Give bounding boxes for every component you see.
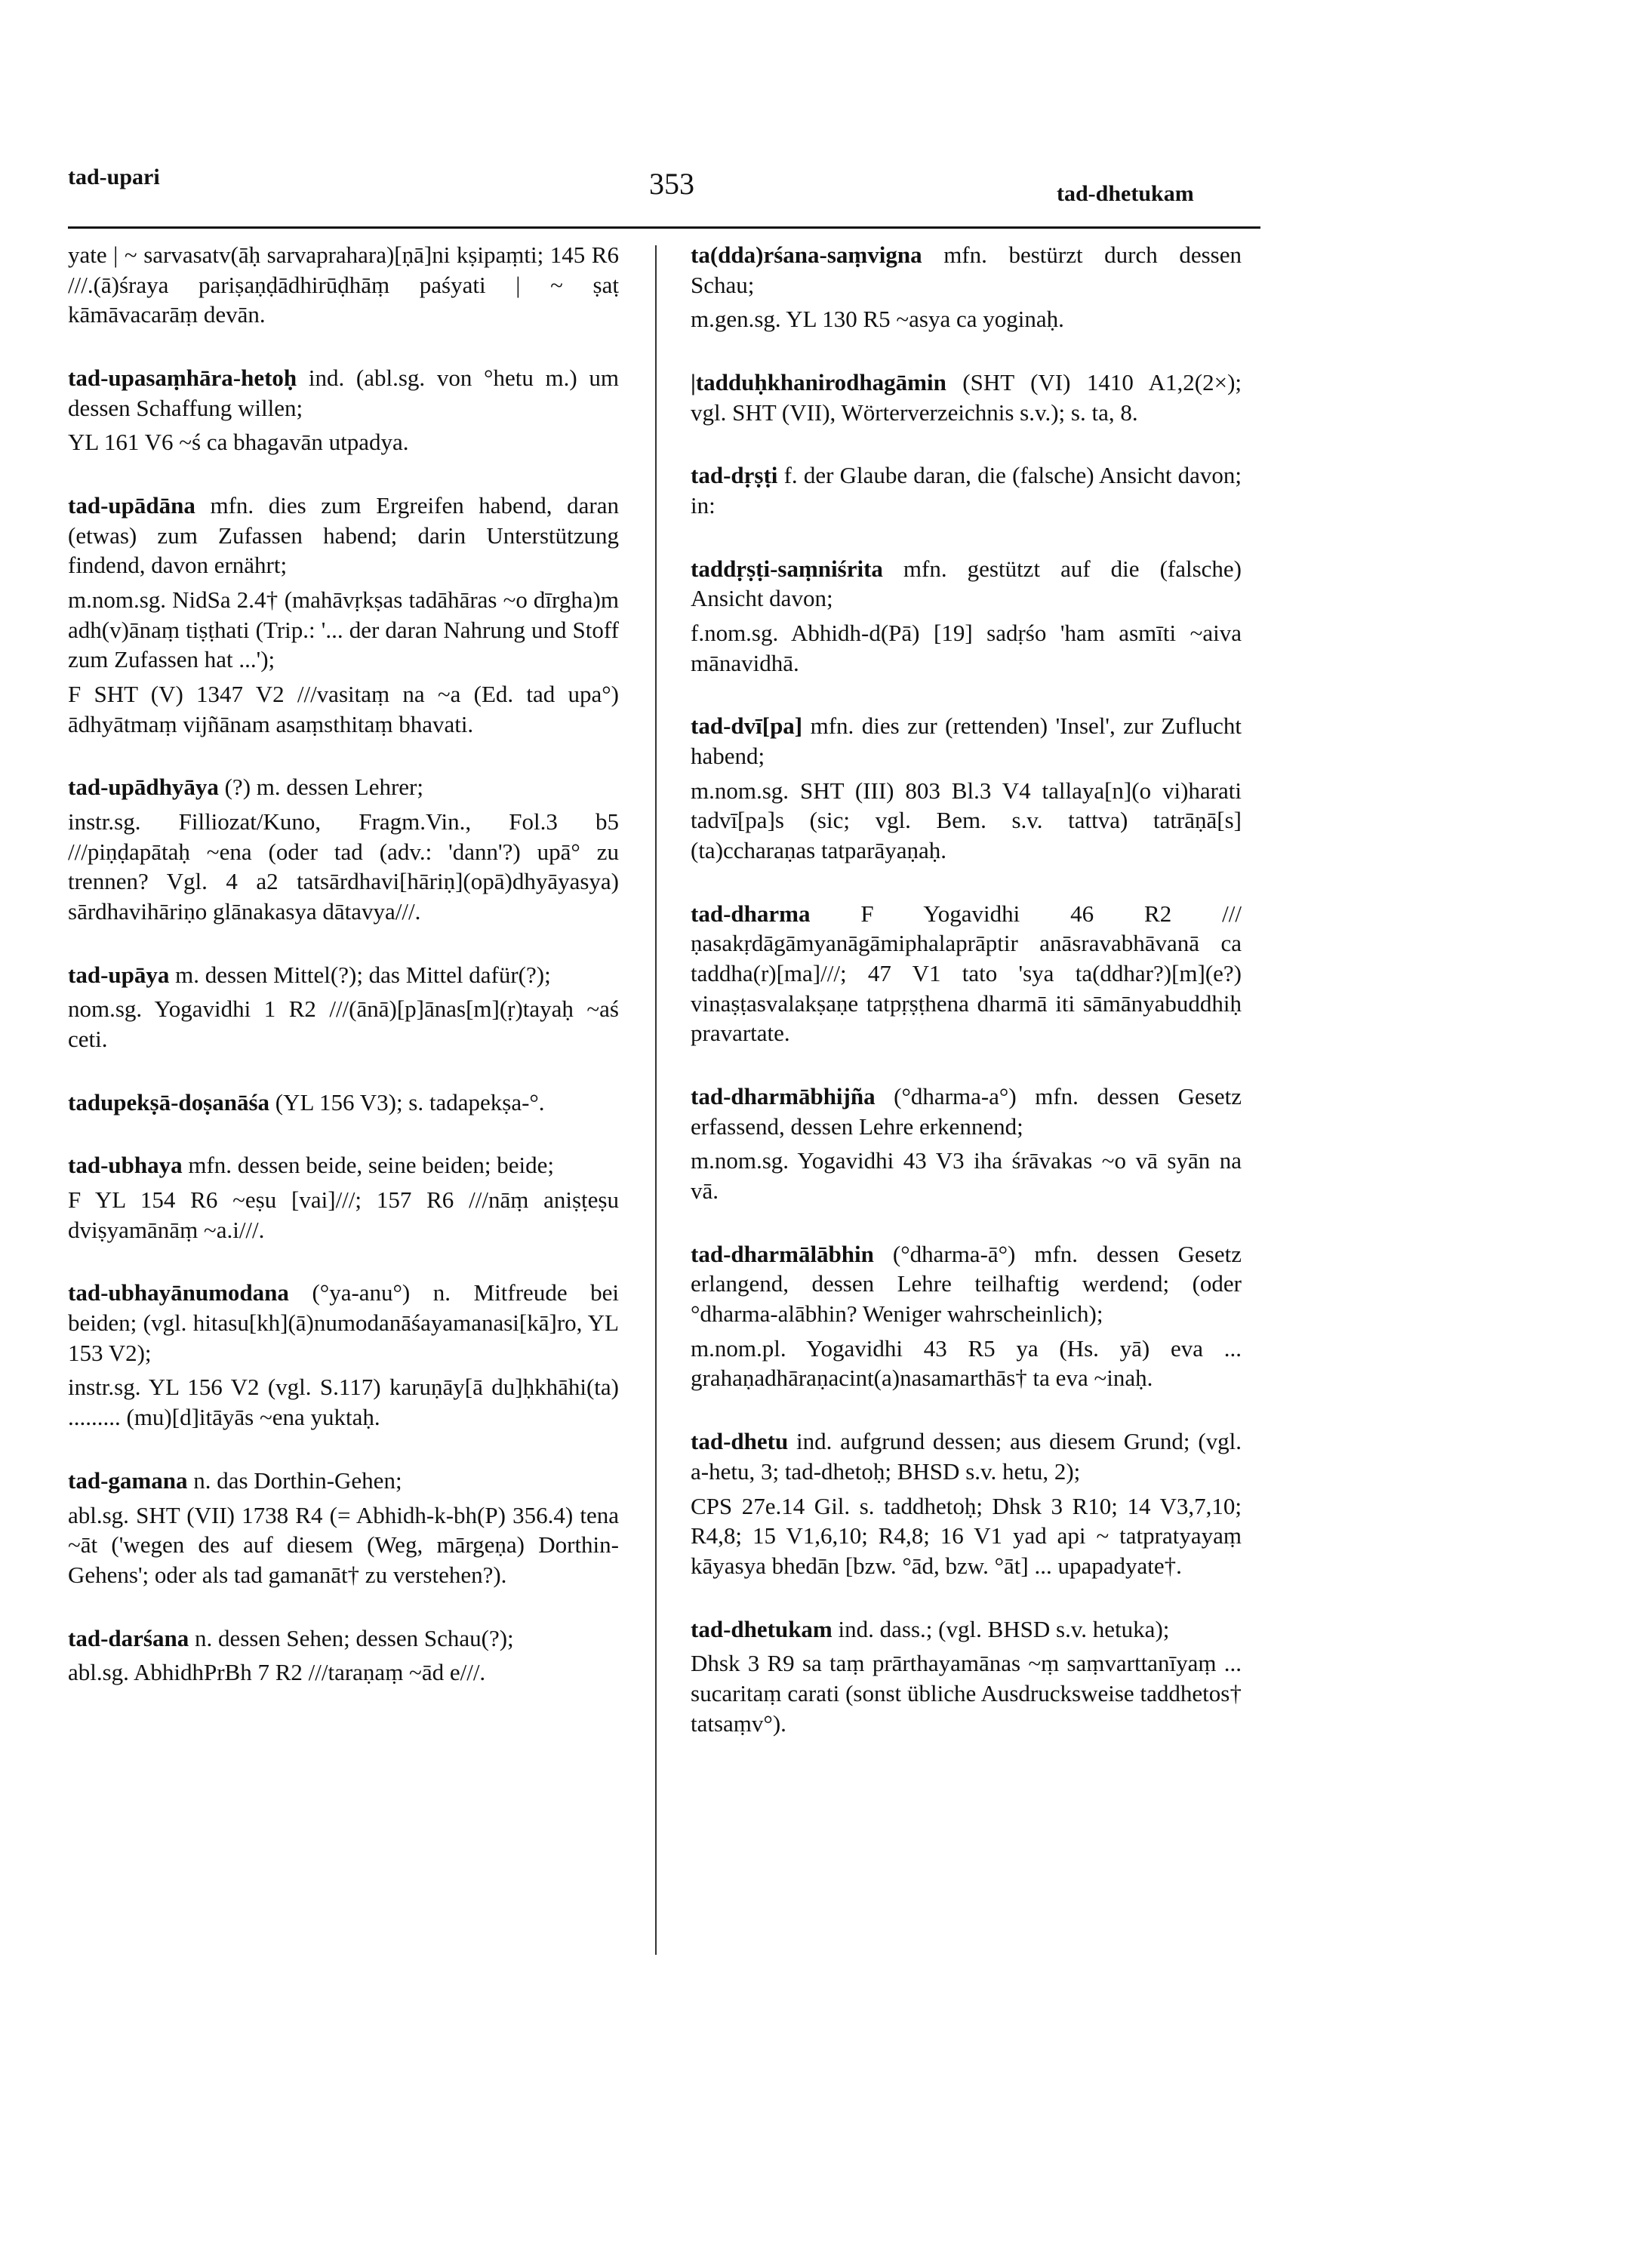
dictionary-entry [691, 240, 1242, 334]
entry-text: ind. dass.; (vgl. BHSD s.v. hetuka); [838, 1615, 1170, 1642]
entry-text: YL 161 V6 ~ś ca bhagavān utpadya. [68, 429, 409, 456]
entry-text: (?) m. dessen Lehrer; [224, 774, 423, 801]
entry-paragraph [691, 1146, 1242, 1205]
entry-text: CPS 27e.14 Gil. s. taddhetoḥ; Dhsk 3 R10; 14 V3,7,10; R4,8; 15 V1,6,10; R4,8; 16 V1 yad api ~ tatpratyayaṃ kāyasya bhedān [bzw. °ād, bzw. °āt] ... upapadyate†. [691, 1492, 1242, 1579]
entry-paragraph [691, 1426, 1242, 1486]
header-left-headword: tad-upari [68, 165, 160, 189]
entry-text: mfn. dessen beide, seine beiden; beide; [188, 1152, 555, 1179]
entry-text: yate | ~ sarvasatv(āḥ sarvaprahara)[ṇā]ni kṣipaṃti; 145 R6 ///.(ā)śraya pariṣaṇḍādhirūḍhāṃ paśyati | ~ ṣaṭ kāmāvacarāṃ devān. [68, 242, 619, 328]
entry-paragraph [691, 1491, 1242, 1581]
entry-paragraph [68, 1500, 619, 1590]
entry-paragraph [68, 994, 619, 1054]
dictionary-entry [691, 460, 1242, 520]
entry-paragraph [691, 368, 1242, 427]
entry-headword: tad-ubhayānumodana [68, 1279, 289, 1306]
entry-text: mfn. gestützt auf die (falsche) Ansicht davon; [691, 555, 1242, 612]
entry-paragraph [691, 711, 1242, 771]
dictionary-entry [691, 1426, 1242, 1580]
entry-headword: tadupekṣā-doṣanāśa [68, 1088, 270, 1116]
entry-headword: tad-gamana [68, 1466, 188, 1494]
entry-text: mfn. dies zur (rettenden) 'Insel', zur Zuflucht habend; [691, 712, 1242, 770]
entry-headword: tad-dṛṣṭi [691, 462, 778, 489]
dictionary-entry [691, 1239, 1242, 1393]
entry-paragraph [68, 1372, 619, 1432]
entry-headword: tad-dvī[pa] [691, 712, 803, 740]
left-column [68, 240, 619, 1721]
entry-text: ind. (abl.sg. von °hetu m.) um dessen Schaffung willen; [68, 365, 619, 421]
entry-paragraph [691, 304, 1242, 334]
dictionary-entry [691, 368, 1242, 427]
header-right-headword: tad-dhetukam [1057, 181, 1194, 206]
entry-headword: tad-dharmābhijña [691, 1083, 876, 1110]
entry-paragraph [68, 1150, 619, 1180]
entry-text: mfn. bestürzt durch dessen Schau; [691, 242, 1242, 298]
entry-paragraph [68, 1088, 619, 1118]
entry-paragraph [691, 1239, 1242, 1329]
dictionary-entry [68, 1150, 619, 1245]
entry-paragraph [68, 363, 619, 423]
header-rule [68, 226, 1260, 229]
dictionary-entry [691, 554, 1242, 679]
entry-text: (YL 156 V3); s. tadapekṣa-°. [275, 1088, 545, 1116]
entry-headword: tad-dhetu [691, 1428, 789, 1455]
entry-text: nom.sg. Yogavidhi 1 R2 ///(ānā)[p]ānas[m](ṛ)tayaḥ ~aś ceti. [68, 996, 619, 1053]
dictionary-entry [68, 1466, 619, 1590]
entry-paragraph [691, 776, 1242, 866]
entry-paragraph [68, 240, 619, 330]
entry-text: instr.sg. YL 156 V2 (vgl. S.117) karuṇāy[ā du]ḥkhāhi(ta) ......... (mu)[d]itāyās ~ena yuktaḥ. [68, 1374, 619, 1431]
entry-paragraph [691, 1082, 1242, 1141]
entry-paragraph [691, 240, 1242, 300]
entry-headword: tad-dharma [691, 900, 811, 927]
entry-text: F Yogavidhi 46 R2 ///ṇasakṛdāgāmyanāgāmiphalaprāptir anāsravabhāvanā ca taddha(r)[ma]///; 47 V1 tato 'sya ta(ddhar?)[m](e?) vinaṣṭasvalakṣaṇe tatpṛṣṭhena dharmā iti sāmānyabuddhiḥ pravartate. [691, 900, 1242, 1047]
entry-paragraph [68, 679, 619, 739]
dictionary-entry [68, 491, 619, 739]
entry-paragraph [68, 960, 619, 990]
dictionary-entry [691, 1082, 1242, 1206]
entry-text: (°ya-anu°) n. Mitfreude bei beiden; (vgl. hitasu[kh](ā)numodanāśayamanasi[kā]ro, YL 153 V2); [68, 1279, 620, 1366]
entry-headword: tad-upasaṃhāra-hetoḥ [68, 365, 297, 392]
entry-paragraph [691, 1334, 1242, 1393]
entry-headword: taddṛṣṭi-saṃniśrita [691, 555, 883, 582]
column-divider [655, 245, 657, 1955]
dictionary-entry [68, 363, 619, 457]
entry-text: abl.sg. AbhidhPrBh 7 R2 ///taraṇaṃ ~ād e///. [68, 1659, 486, 1686]
entry-text: m.nom.sg. NidSa 2.4† (mahāvṛkṣas tadāhāras ~o dīrgha)m adh(v)ānaṃ tiṣṭhati (Trip.: '... der daran Nahrung und Stoff zum Zufassen hat ...'); [68, 586, 619, 673]
entry-paragraph [68, 1278, 619, 1368]
entry-text: m.nom.pl. Yogavidhi 43 R5 ya (Hs. yā) eva ... grahaṇadhāraṇacint(a)nasamarthās† ta eva ~inaḥ. [691, 1334, 1242, 1392]
entry-text: abl.sg. SHT (VII) 1738 R4 (= Abhidh-k-bh(P) 356.4) tena ~āt ('wegen des auf diesem (Weg, mārgeṇa) Dorthin-Gehens'; oder als tad gamanāt† zu verstehen?). [68, 1501, 619, 1588]
entry-headword: tad-ubhaya [68, 1152, 183, 1179]
entry-paragraph [68, 585, 619, 675]
entry-paragraph [68, 772, 619, 802]
entry-text: n. dessen Sehen; dessen Schau(?); [194, 1624, 514, 1651]
entry-text: m.gen.sg. YL 130 R5 ~asya ca yoginaḥ. [691, 306, 1064, 333]
entry-paragraph [691, 899, 1242, 1048]
entry-headword: tad-dhetukam [691, 1615, 833, 1642]
dictionary-entry [68, 1623, 619, 1688]
right-column [691, 240, 1242, 1771]
dictionary-entry [68, 960, 619, 1054]
entry-text: m. dessen Mittel(?); das Mittel dafür(?); [175, 961, 551, 988]
entry-text: m.nom.sg. Yogavidhi 43 V3 iha śrāvakas ~o vā syān na vā. [691, 1147, 1242, 1205]
entry-headword: tad-upāya [68, 961, 170, 988]
entry-headword: tad-darśana [68, 1624, 189, 1651]
entry-text: mfn. dies zum Ergreifen habend, daran (etwas) zum Zufassen habend; darin Unterstützung findend, davon ernährt; [68, 492, 619, 579]
entry-text: (°dharma-a°) mfn. dessen Gesetz erfassend, dessen Lehre erkennend; [691, 1083, 1242, 1140]
entry-text: F SHT (V) 1347 V2 ///vasitaṃ na ~a (Ed. tad upa°) ādhyātmaṃ vijñānam asaṃsthitaṃ bhavati. [68, 681, 619, 737]
entry-paragraph [68, 1623, 619, 1654]
entry-paragraph [68, 427, 619, 457]
entry-text: n. das Dorthin-Gehen; [193, 1466, 402, 1494]
entry-paragraph [68, 1657, 619, 1688]
dictionary-entry [68, 1278, 619, 1432]
entry-paragraph [691, 460, 1242, 520]
entry-headword: tad-upādāna [68, 492, 195, 519]
entry-paragraph [68, 1185, 619, 1245]
entry-text: f.nom.sg. Abhidh-d(Pā) [19] sadṛśo 'ham asmīti ~aiva mānavidhā. [691, 620, 1242, 676]
entry-paragraph [691, 554, 1242, 614]
dictionary-entry [68, 1088, 619, 1118]
entry-headword: |tadduḥkhanirodhagāmin [691, 369, 946, 396]
entry-text: (°dharma-ā°) mfn. dessen Gesetz erlangend, dessen Lehre teilhaftig werdend; (oder °dharma-alābhin? Weniger wahrscheinlich); [691, 1240, 1242, 1328]
entry-paragraph [691, 1648, 1242, 1738]
entry-headword: tad-upādhyāya [68, 774, 219, 801]
page-number: 353 [649, 167, 694, 201]
entry-headword: ta(dda)rśana-saṃvigna [691, 242, 922, 268]
entry-text: (SHT (VI) 1410 A1,2(2×); vgl. SHT (VII), Wörterverzeichnis s.v.); s. ta, 8. [691, 369, 1242, 426]
dictionary-entry [691, 1614, 1242, 1739]
entry-paragraph [68, 491, 619, 580]
entry-text: F YL 154 R6 ~eṣu [vai]///; 157 R6 ///nāṃ aniṣṭeṣu dviṣyamānāṃ ~a.i///. [68, 1186, 619, 1243]
dictionary-entry [691, 711, 1242, 865]
dictionary-entry [68, 240, 619, 330]
entry-paragraph [691, 618, 1242, 678]
entry-paragraph [68, 807, 619, 927]
entry-text: Dhsk 3 R9 sa taṃ prārthayamānas ~ṃ saṃvarttanīyaṃ ... sucaritaṃ carati (sonst übliche Ausdrucksweise taddhetos† tatsaṃv°). [691, 1650, 1242, 1737]
entry-text: instr.sg. Filliozat/Kuno, Fragm.Vin., Fol.3 b5 ///piṇḍapātaḥ ~ena (oder tad (adv.: 'dann'?) upā° zu trennen? Vgl. 4 a2 tatsārdhavi[hāriṇ](opā)dhyāyasya) sārdhavihāriṇo glānakasya dātavya///. [68, 808, 619, 925]
entry-text: f. der Glaube daran, die (falsche) Ansicht davon; in: [691, 462, 1242, 519]
entry-paragraph [68, 1466, 619, 1496]
entry-paragraph [691, 1614, 1242, 1645]
entry-text: ind. aufgrund dessen; aus diesem Grund; (vgl. a-hetu, 3; tad-dhetoḥ; BHSD s.v. hetu, 2); [691, 1428, 1242, 1485]
entry-text: m.nom.sg. SHT (III) 803 Bl.3 V4 tallaya[n](o vi)harati tadvī[pa]s (sic; vgl. Bem. s.v. tattva) tatrāṇā[s] (ta)ccharaṇas tatparāyaṇaḥ. [691, 777, 1242, 864]
dictionary-entry [691, 899, 1242, 1048]
entry-headword: tad-dharmālābhin [691, 1240, 874, 1267]
dictionary-entry [68, 772, 619, 926]
